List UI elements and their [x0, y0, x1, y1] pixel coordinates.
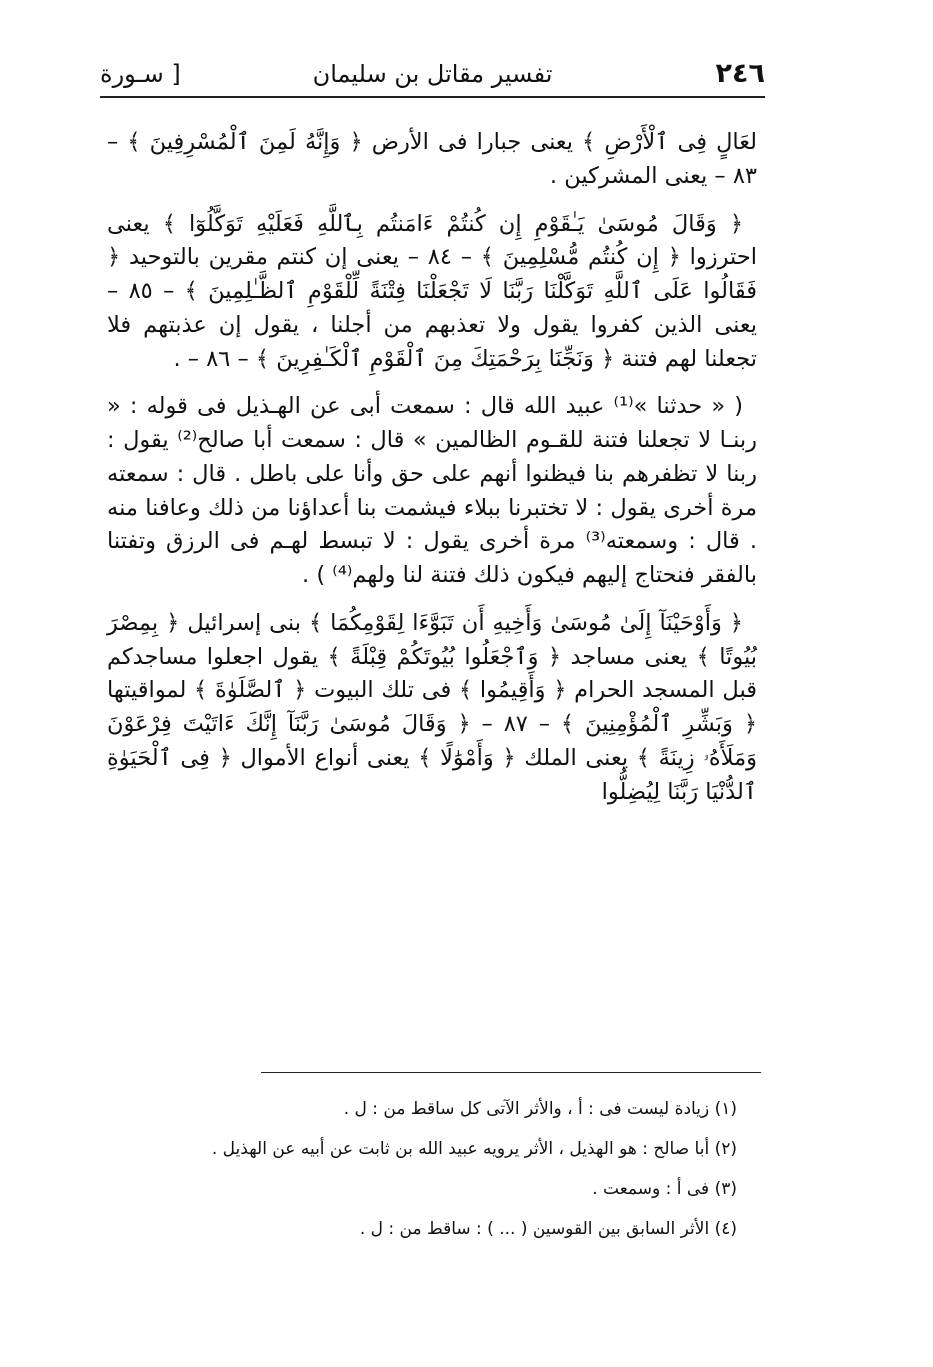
- footnote-2: (٢) أبا صالح : هو الهذيل ، الأثر يرويه عبيد الله بن ثابت عن أبيه عن الهذيل .: [211, 1138, 737, 1159]
- footnote-3: (٣) فى أ : وسمعت .: [592, 1178, 737, 1199]
- footnote-1: (١) زيادة ليست فى : أ ، والأثر الآتى كل ساقط من : ل .: [343, 1099, 737, 1119]
- paragraph-2: ﴿ وَقَالَ مُوسَىٰ يَـٰقَوْمِ إِن كُنتُمْ ءَامَنتُم بِٱللَّهِ فَعَلَيْهِ تَوَكَّلُوٓا ﴾ يعنى احترزوا ﴿ إِن كُنتُم مُّسْلِمِينَ ﴾ – ٨٤ – يعنى إن كنتم مقرين بالتوحيد ﴿ فَقَالُوا عَلَى ٱللَّهِ تَوَكَّلْنَا رَبَّنَا لَا تَجْعَلْنَا فِتْنَةً لِّلْقَوْمِ ٱلظَّـٰلِمِينَ ﴾ – ٨٥ – يعنى الذين كفروا يقول ولا تعذبهم من أجلنا ، يقول إن عذبتهم فلا تجعلنا لهم فتنة ﴿ وَنَجِّنَا بِرَحْمَتِكَ مِنَ ٱلْقَوْمِ ٱلْكَـٰفِرِينَ ﴾ – ٨٦ – .: [107, 210, 758, 372]
- header-rule: [100, 96, 765, 98]
- sura-label: [ سـورة: [100, 60, 181, 88]
- footnotes: [177, 1090, 737, 1250]
- book-title: تفسير مقاتل بن سليمان: [312, 60, 553, 88]
- paragraph-3: ( « حدثنا »⁽¹⁾ عبيد الله قال : سمعت أبى عن الهـذيل فى قوله : « ربنـا لا تجعلنا فتنة للقـوم الظالمين » قال : سمعت أبا صالح⁽²⁾ يقول : ربنا لا تظفرهم بنا فيظنوا أنهم على حق وأنا على باطل . قال : سمعته مرة أخرى يقول : لا تختبرنا ببلاء فيشمت بنا أعداؤنا من ذلك وعافنا منه . قال : وسمعته⁽³⁾ مرة أخرى يقول : لا تبسط لهـم فى الرزق وتفتنا بالفقر فنحتاج إليهم فيكون ذلك فتنة لنا ولهم⁽⁴⁾ ) .: [107, 393, 757, 588]
- footnote-4: (٤) الأثر السابق بين القوسين ( ... ) : ساقط من : ل .: [359, 1218, 737, 1239]
- paragraph-4: ﴿ وَأَوْحَيْنَآ إِلَىٰ مُوسَىٰ وَأَخِيهِ أَن تَبَوَّءَا لِقَوْمِكُمَا ﴾ بنى إسرائيل ﴿ بِمِصْرَ بُيُوتًا ﴾ يعنى مساجد ﴿ وَٱجْعَلُوا بُيُوتَكُمْ قِبْلَةً ﴾ يقول اجعلوا مساجدكم قبل المسجد الحرام ﴿ وَأَقِيمُوا ﴾ فى تلك البيوت ﴿ ٱلصَّلَوٰةَ ﴾ لمواقيتها ﴿ وَبَشِّرِ ٱلْمُؤْمِنِينَ ﴾ – ٨٧ – ﴿ وَقَالَ مُوسَىٰ رَبَّنَآ إِنَّكَ ءَاتَيْتَ فِرْعَوْنَ وَمَلَأَهُۥ زِينَةً ﴾ يعنى الملك ﴿ وَأَمْوَٰلًا ﴾ يعنى أنواع الأموال ﴿ فِى ٱلْحَيَوٰةِ ٱلدُّنْيَا رَبَّنَا لِيُضِلُّوا: [107, 609, 758, 805]
- running-header: [100, 58, 765, 98]
- paragraph-1: لعَالٍ فِى ٱلْأَرْضِ ﴾ يعنى جبارا فى الأرض ﴿ وَإِنَّهُ لَمِنَ ٱلْمُسْرِفِينَ ﴾ – ٨٣ – يعنى المشركين .: [107, 129, 757, 189]
- footnote-rule: [261, 1072, 761, 1073]
- main-text: [107, 126, 757, 823]
- page-number: ٢٤٦: [715, 58, 765, 89]
